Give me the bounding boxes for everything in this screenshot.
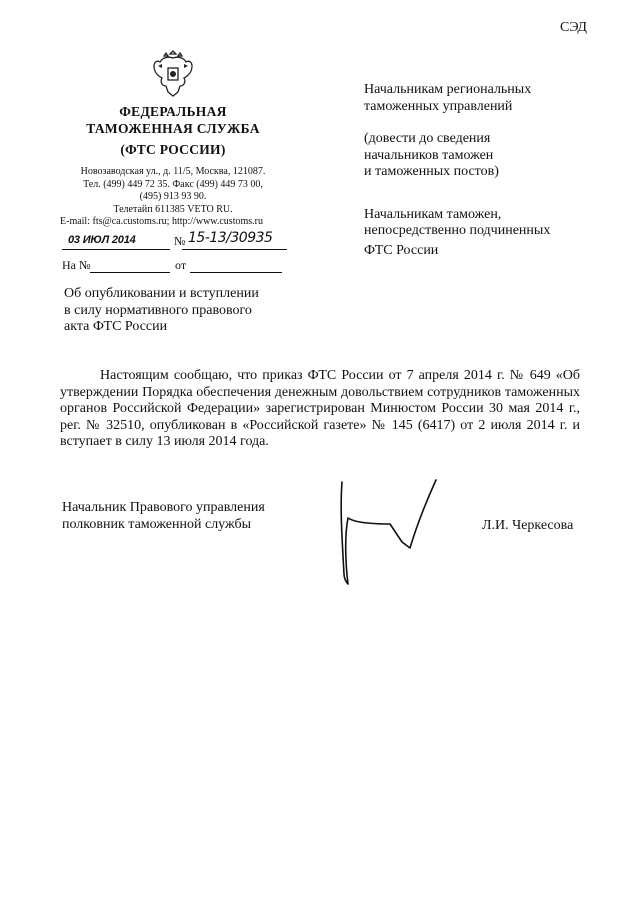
reference-row	[62, 256, 292, 276]
phone-line-2: (495) 913 93 90.	[139, 191, 207, 202]
addressee-block	[364, 82, 604, 259]
sed-mark: СЭД	[560, 20, 587, 35]
subject-line: акта ФТС России	[64, 319, 168, 334]
signer-position-line2: полковник таможенной службы	[62, 516, 252, 532]
signer-position-line1: Начальник Правового управления	[62, 500, 265, 515]
subject-line: в силу нормативного правового	[64, 302, 252, 318]
number-label: №	[174, 234, 186, 248]
date-underline	[62, 249, 170, 250]
signer-name: Л.И. Черкесова	[482, 518, 574, 533]
coat-of-arms-emblem	[152, 50, 194, 98]
letter-subject	[64, 286, 294, 336]
addressee-note-line: (довести до сведения	[364, 131, 491, 146]
reference-number-label: На №	[62, 258, 91, 272]
addressee-line: Начальникам таможен,	[364, 206, 502, 222]
signer-position	[62, 500, 312, 533]
registration-row	[62, 232, 292, 252]
reference-date-line	[190, 272, 282, 273]
addressee-line: непосредственно подчиненных	[364, 223, 551, 238]
teletype-line: Телетайп 611385 VETO RU.	[113, 203, 233, 215]
address-line: Новозаводская ул., д. 11/5, Москва, 121087.	[80, 166, 266, 177]
org-name-line3: (ФТС РОССИИ)	[120, 142, 226, 157]
handwritten-signature	[330, 478, 440, 590]
registration-date: 03 ИЮЛ 2014	[68, 234, 136, 246]
subject-line: Об опубликовании и вступлении	[64, 286, 259, 301]
addressee-line: Начальникам региональных	[364, 82, 532, 97]
addressee-note-line: начальников таможен	[364, 147, 494, 163]
letter-body: Настоящим сообщаю, что приказ ФТС России от 7 апреля 2014 г. № 649 «Об утверждении Порядка обеспечения денежным довольствием сотрудников таможенных органов Российской Федерации» зарегистрирован Минюстом России 30 мая 2014 г., рег. № 32510, опубликован в «Российской газете» № 145 (6417) от 2 июля 2014 г. и вступает в силу 13 июля 2014 года.	[60, 368, 580, 449]
number-underline	[182, 249, 287, 250]
addressee-line: таможенных управлений	[364, 98, 513, 114]
organization-header	[68, 103, 278, 158]
org-name-line2: ТАМОЖЕННАЯ СЛУЖБА	[86, 121, 260, 136]
addressee-line: ФТС России	[364, 242, 439, 258]
org-name-line1: ФЕДЕРАЛЬНАЯ	[119, 104, 227, 119]
org-address-block	[60, 166, 286, 229]
registration-number: 15-13/30935	[188, 230, 273, 246]
reference-date-label: от	[175, 258, 187, 272]
reference-number-line	[90, 272, 170, 273]
email-line: E-mail: fts@ca.customs.ru; http://www.customs.ru	[60, 216, 263, 227]
phone-line: Тел. (499) 449 72 35. Факс (499) 449 73 00,	[83, 178, 263, 190]
addressee-note-line: и таможенных постов)	[364, 164, 499, 179]
